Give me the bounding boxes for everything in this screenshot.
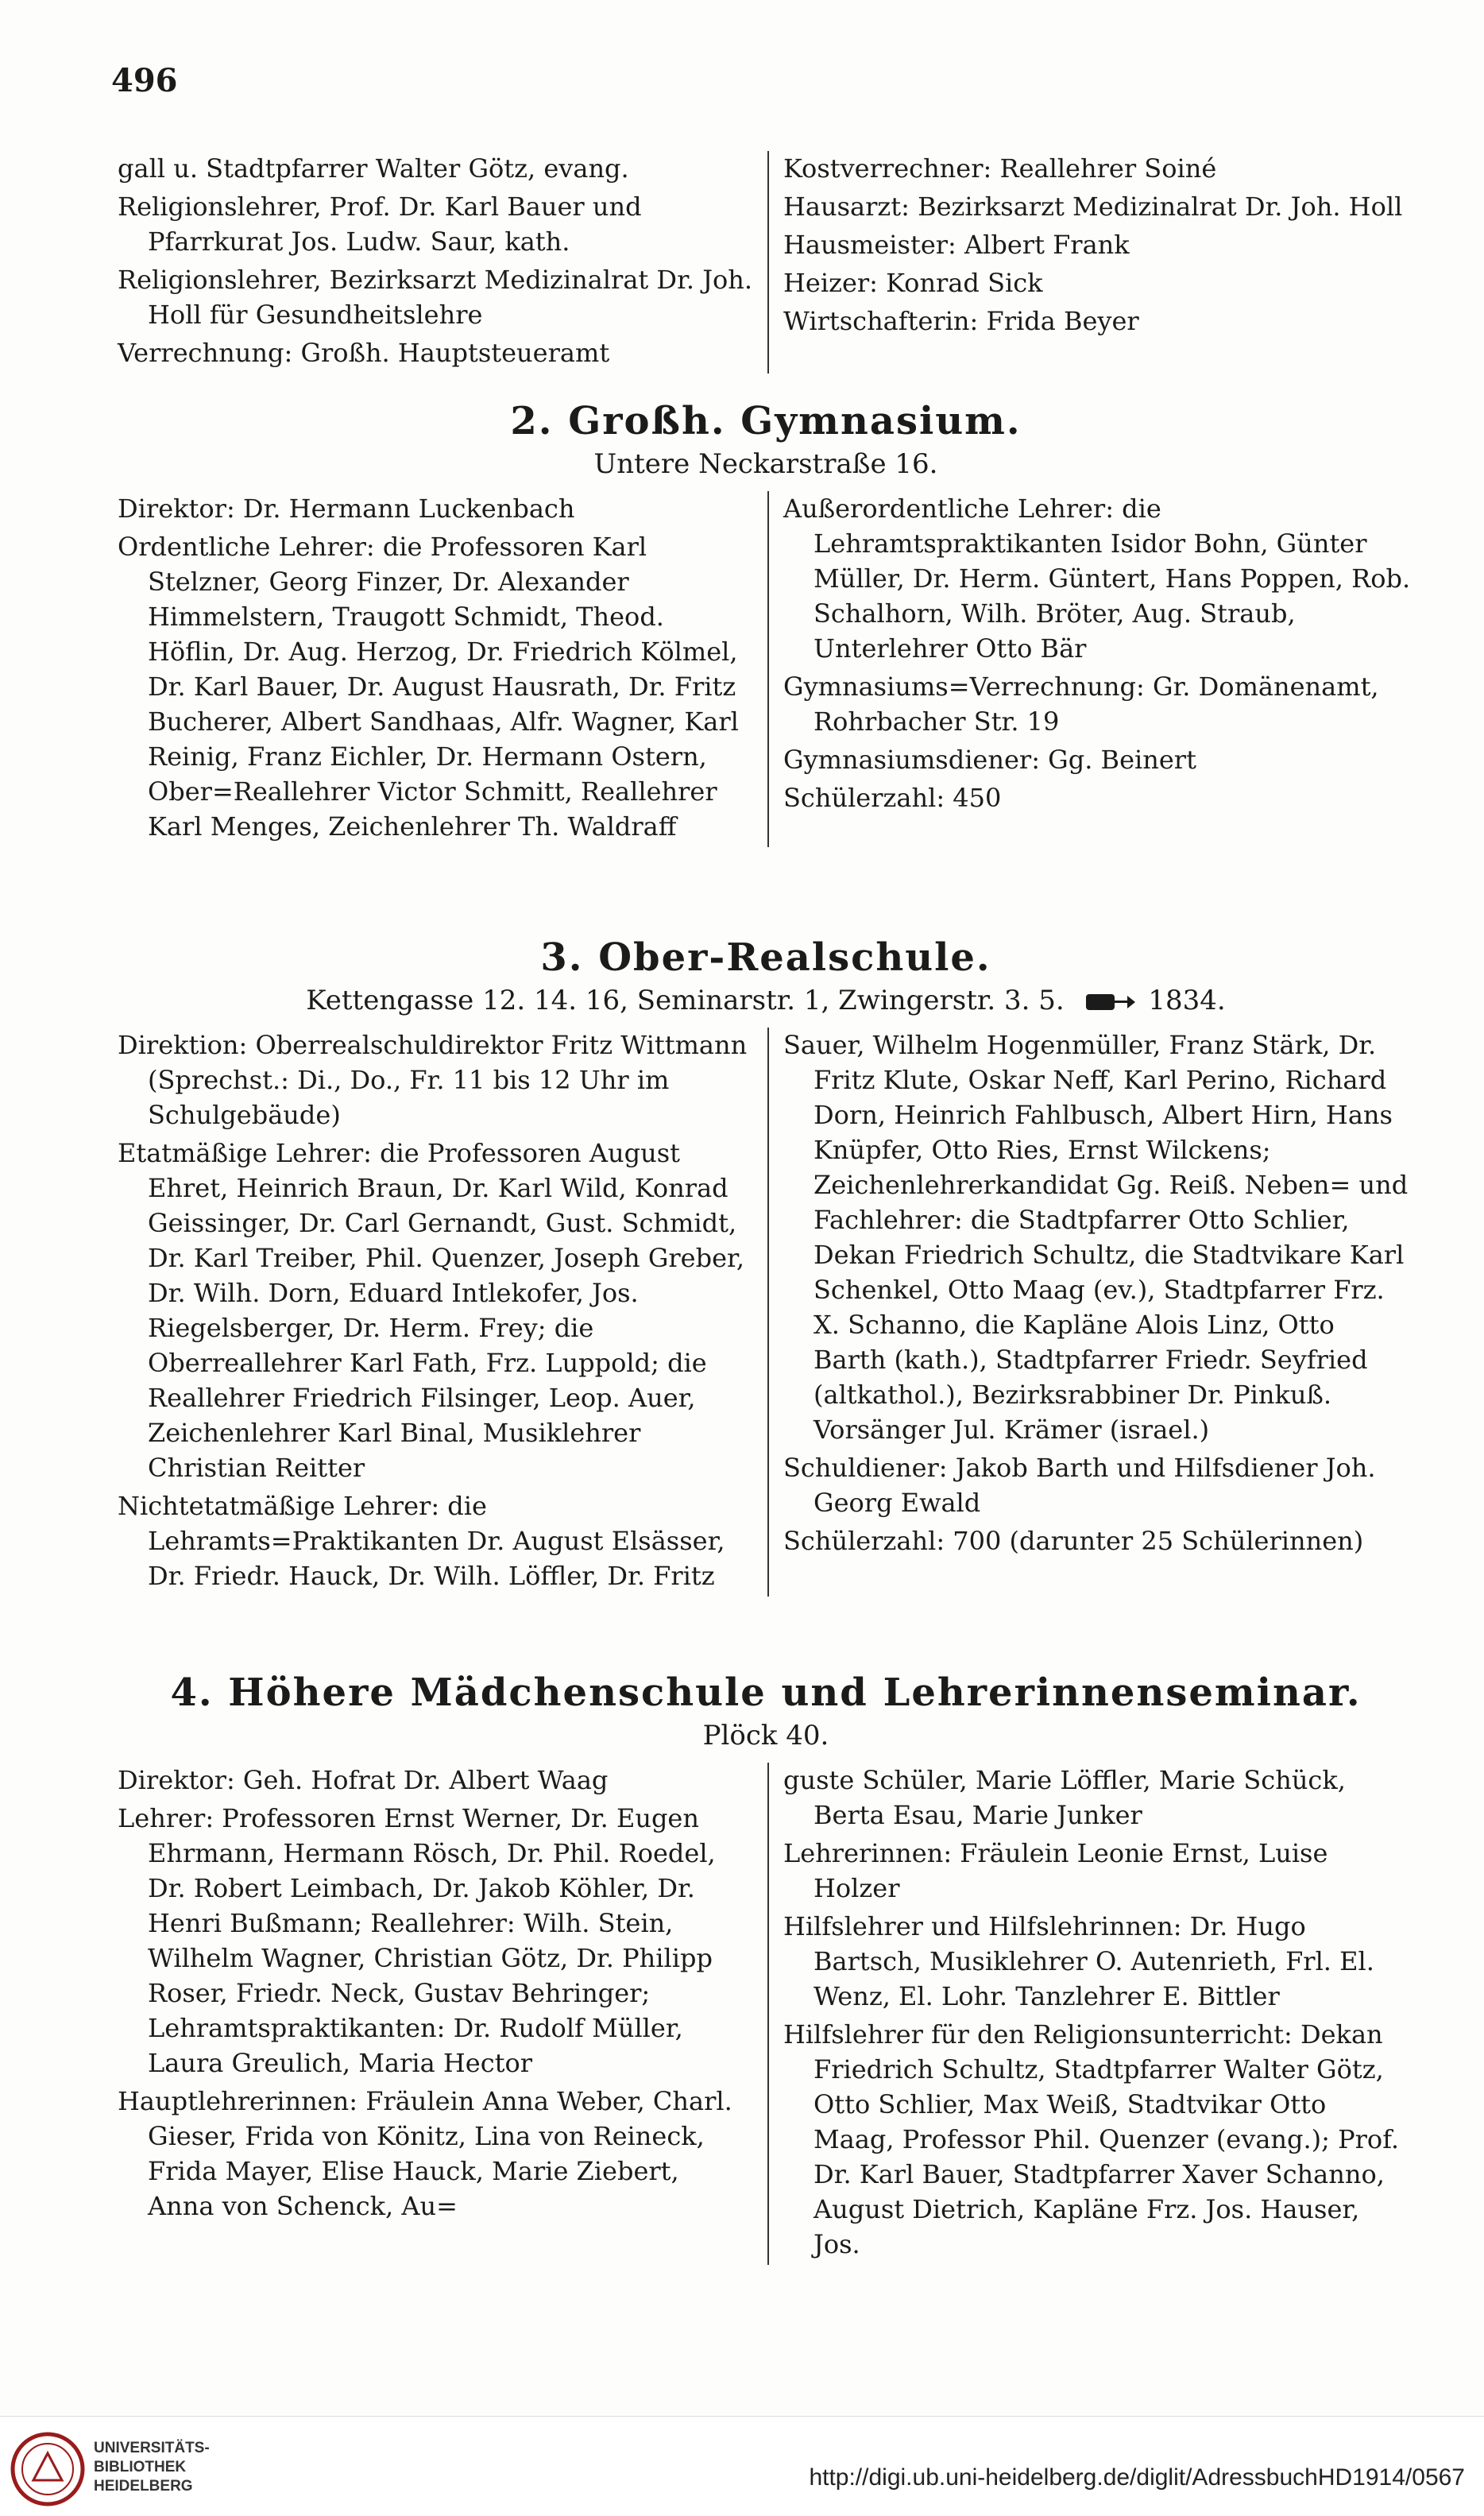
entry: Etatmäßige Lehrer: die Professoren August Ehret, Heinrich Braun, Dr. Karl Wild, Konrad Geissinger, Dr. Carl Gernandt, Gust. Schmidt, Dr. Karl Treiber, Phil. Quenzer, Joseph Greber, Dr. Wilh. Dorn, Eduard Intlekofer, Jos. Riegelsberger, Dr. Herm. Frey; die Oberreallehrer Karl Fath, Frz. Luppold; die Reallehrer Friedrich Filsinger, Leop. Auer, Zeichenlehrer Karl Binal, Musiklehrer Christian Reitter — [118, 1138, 744, 1483]
entry: Direktor: Geh. Hofrat Dr. Albert Waag — [118, 1765, 609, 1795]
section-heading: 3. Ober-Realschule. — [540, 935, 991, 980]
page-number: 496 — [111, 62, 178, 99]
section-2 — [118, 397, 1414, 847]
entry: Direktor: Dr. Hermann Luckenbach — [118, 494, 575, 524]
entry: Heizer: Konrad Sick — [783, 268, 1043, 298]
section-2-right-column — [769, 491, 1414, 847]
entry: Hausmeister: Albert Frank — [783, 230, 1130, 260]
section-address — [118, 981, 1414, 1020]
section-4-left-column — [118, 1763, 769, 2265]
section-3-right-column — [769, 1028, 1414, 1597]
entry: Verrechnung: Großh. Hauptsteueramt — [118, 338, 610, 368]
section-4-right-column — [769, 1763, 1414, 2265]
entry: Schülerzahl: 700 (darunter 25 Schülerinnen) — [783, 1526, 1364, 1556]
entry: Religionslehrer, Bezirksarzt Medizinalrat Dr. Joh. Holl für Gesundheitslehre — [118, 265, 753, 330]
university-seal-icon — [10, 2431, 86, 2507]
entry: Nichtetatmäßige Lehrer: die Lehramts=Praktikanten Dr. August Elsässer, Dr. Friedr. Hauck, Dr. Wilh. Löffler, Dr. Fritz — [118, 1491, 725, 1591]
entry: guste Schüler, Marie Löffler, Marie Schück, Berta Esau, Marie Junker — [783, 1765, 1346, 1830]
telephone-icon — [1078, 993, 1135, 1012]
entry: Lehrer: Professoren Ernst Werner, Dr. Eugen Ehrmann, Hermann Rösch, Dr. Phil. Roedel, Dr. Robert Leimbach, Dr. Jakob Köhler, Dr. Henri Bußmann; Reallehrer: Wilh. Stein, Wilhelm Wagner, Christian Götz, Dr. Philipp Roser, Friedr. Neck, Gustav Behringer; Lehramtspraktikanten: Dr. Rudolf Müller, Laura Greulich, Maria Hector — [118, 1803, 716, 2078]
library-name — [94, 2439, 210, 2496]
address-text: Kettengasse 12. 14. 16, Seminarstr. 1, Zwingerstr. 3. 5. — [306, 985, 1065, 1016]
library-name-line: BIBLIOTHEK — [94, 2459, 187, 2475]
entry: Religionslehrer, Prof. Dr. Karl Bauer und Pfarrkurat Jos. Ludw. Saur, kath. — [118, 192, 642, 257]
section-3 — [118, 934, 1414, 1597]
entry: Wirtschafterin: Frida Beyer — [783, 306, 1139, 336]
entry: gall u. Stadtpfarrer Walter Götz, evang. — [118, 153, 629, 184]
section-1-right-column — [769, 151, 1414, 374]
entry: Außerordentliche Lehrer: die Lehramtspraktikanten Isidor Bohn, Günter Müller, Dr. Herm. Güntert, Hans Poppen, Rob. Schalhorn, Wilh. Bröter, Aug. Straub, Unterlehrer Otto Bär — [783, 494, 1411, 664]
entry: Gymnasiumsdiener: Gg. Beinert — [783, 745, 1196, 775]
section-1-left-column — [118, 151, 769, 374]
entry: Schülerzahl: 450 — [783, 783, 1002, 813]
section-1 — [118, 151, 1414, 374]
entry: Hauptlehrerinnen: Fräulein Anna Weber, Charl. Gieser, Frida von Könitz, Lina von Reineck, Frida Mayer, Elise Hauck, Marie Ziebert, Anna von Schenck, Au= — [118, 2086, 732, 2221]
phone-number: 1834. — [1148, 985, 1226, 1016]
entry: Sauer, Wilhelm Hogenmüller, Franz Stärk, Dr. Fritz Klute, Oskar Neff, Karl Perino, Richard Dorn, Heinrich Fahlbusch, Albert Hirn, Hans Knüpfer, Otto Ries, Ernst Wilckens; Zeichenlehrerkandidat Gg. Reiß. Neben= und Fachlehrer: die Stadtpfarrer Otto Schlier, Dekan Friedrich Schultz, die Stadtvikare Karl Schenkel, Otto Maag (ev.), Stadtpfarrer Frz. X. Schanno, die Kapläne Alois Linz, Otto Barth (kath.), Stadtpfarrer Friedr. Seyfried (altkathol.), Bezirksrabbiner Dr. Pinkuß. Vorsänger Jul. Krämer (israel.) — [783, 1030, 1409, 1445]
library-name-line: HEIDELBERG — [94, 2478, 193, 2495]
section-3-left-column — [118, 1028, 769, 1597]
section-heading: 2. Großh. Gymnasium. — [510, 399, 1022, 443]
entry: Hilfslehrer und Hilfslehrinnen: Dr. Hugo Bartsch, Musiklehrer O. Autenrieth, Frl. El. Wenz, El. Lohr. Tanzlehrer E. Bittler — [783, 1911, 1374, 2011]
library-name-line: UNIVERSITÄTS- — [94, 2440, 210, 2456]
entry: Hausarzt: Bezirksarzt Medizinalrat Dr. Joh. Holl — [783, 192, 1403, 222]
entry: Ordentliche Lehrer: die Professoren Karl Stelzner, Georg Finzer, Dr. Alexander Himmelstern, Traugott Schmidt, Theod. Höflin, Dr. Aug. Herzog, Dr. Friedrich Kölmel, Dr. Karl Bauer, Dr. August Hausrath, Dr. Fritz Bucherer, Albert Sandhaas, Alfr. Wagner, Karl Reinig, Franz Eichler, Dr. Hermann Ostern, Ober=Reallehrer Victor Schmitt, Reallehrer Karl Menges, Zeichenlehrer Th. Waldraff — [118, 532, 739, 842]
entry: Lehrerinnen: Fräulein Leonie Ernst, Luise Holzer — [783, 1838, 1328, 1903]
entry: Direktion: Oberrealschuldirektor Fritz Wittmann (Sprechst.: Di., Do., Fr. 11 bis 12 Uhr im Schulgebäude) — [118, 1030, 748, 1130]
entry: Hilfslehrer für den Religionsunterricht: Dekan Friedrich Schultz, Stadtpfarrer Walter Götz, Otto Schlier, Max Weiß, Stadtvikar Otto Maag, Professor Phil. Quenzer (evang.); Prof. Dr. Karl Bauer, Stadtpfarrer Xaver Schanno, August Dietrich, Kapläne Frz. Jos. Hauser, Jos. — [783, 2019, 1400, 2259]
section-heading: 4. Höhere Mädchenschule und Lehrerinnenseminar. — [170, 1670, 1362, 1715]
section-2-left-column — [118, 491, 769, 847]
viewer-footer — [0, 2416, 1484, 2516]
entry: Schuldiener: Jakob Barth und Hilfsdiener Joh. Georg Ewald — [783, 1453, 1376, 1518]
source-url-link[interactable]: http://digi.ub.uni-heidelberg.de/diglit/AdressbuchHD1914/0567 — [809, 2464, 1465, 2491]
entry: Gymnasiums=Verrechnung: Gr. Domänenamt, Rohrbacher Str. 19 — [783, 672, 1379, 737]
entry: Kostverrechner: Reallehrer Soiné — [783, 153, 1217, 184]
section-address: Untere Neckarstraße 16. — [593, 448, 938, 480]
section-address: Plöck 40. — [702, 1720, 829, 1752]
section-4 — [118, 1669, 1414, 2265]
